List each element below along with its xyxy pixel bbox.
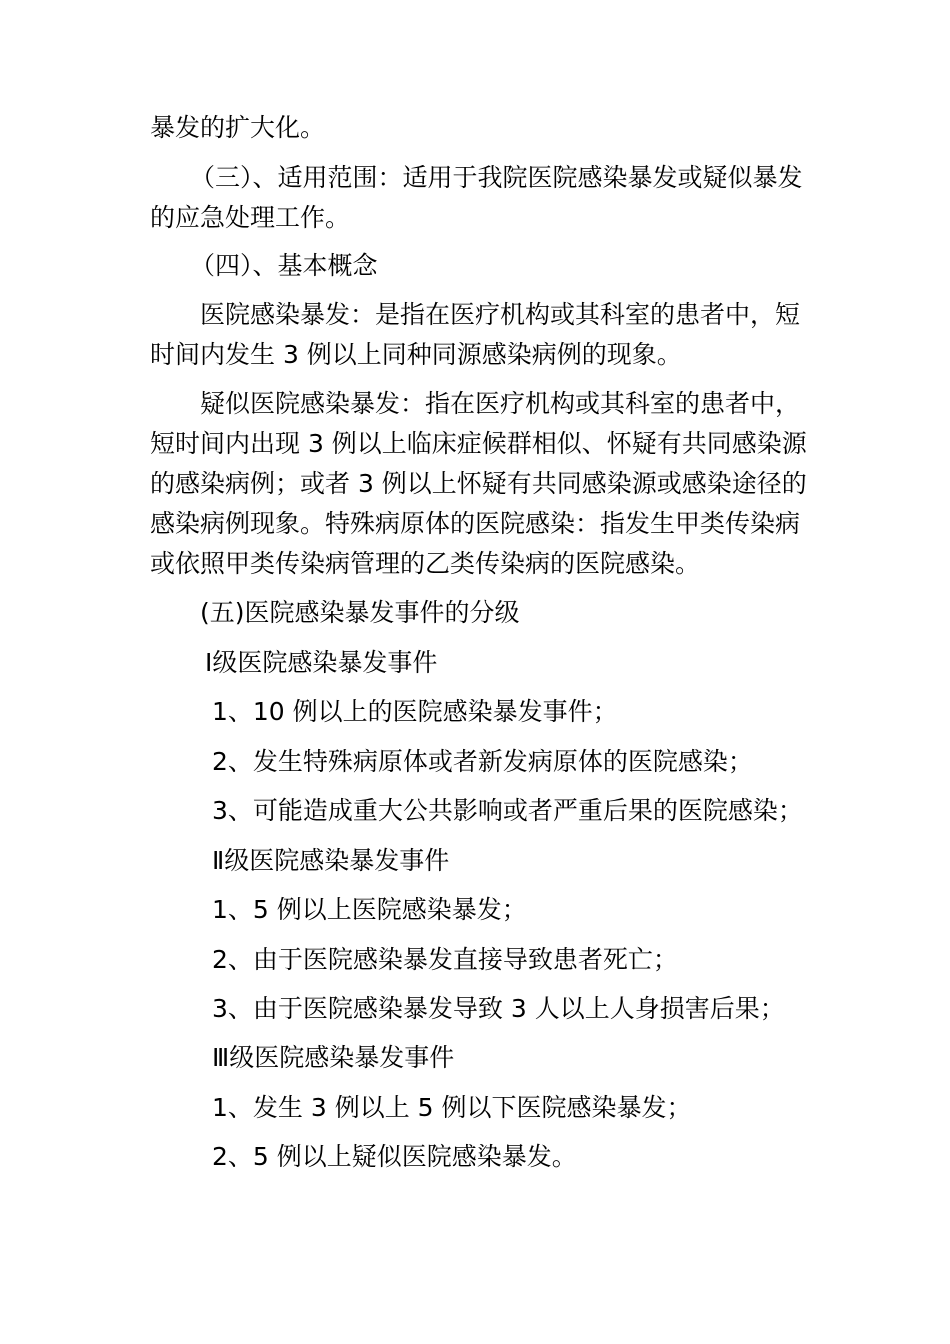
text-line: Ⅱ级医院感染暴发事件	[212, 846, 450, 875]
text-line: Ⅲ级医院感染暴发事件	[212, 1043, 455, 1072]
paragraph-continuation	[150, 108, 830, 148]
list-item	[150, 742, 830, 782]
text-line: （四）、基本概念	[190, 251, 378, 280]
text-line: 1、发生 3 例以上 5 例以下医院感染暴发；	[212, 1093, 692, 1122]
text-line: 2、5 例以上疑似医院感染暴发。	[212, 1142, 577, 1171]
text-line: 的应急处理工作。	[150, 203, 351, 232]
text-line: 暴发的扩大化。	[150, 113, 326, 142]
list-item	[150, 1088, 830, 1128]
text-line: 时间内发生 3 例以上同种同源感染病例的现象。	[150, 340, 682, 369]
text-line: 医院感染暴发：是指在医疗机构或其科室的患者中，短	[200, 300, 801, 329]
level-heading-3	[150, 1038, 830, 1078]
text-line: 3、可能造成重大公共影响或者严重后果的医院感染；	[212, 796, 803, 825]
list-item	[150, 890, 830, 930]
text-line: Ⅰ级医院感染暴发事件	[205, 648, 438, 677]
list-item	[150, 791, 830, 831]
list-item	[150, 692, 830, 732]
text-line: 的感染病例；或者 3 例以上怀疑有共同感染源或感染途径的	[150, 469, 807, 498]
text-line: 感染病例现象。特殊病原体的医院感染：指发生甲类传染病	[150, 509, 801, 538]
text-line: 3、由于医院感染暴发导致 3 人以上人身损害后果；	[212, 994, 785, 1023]
list-item	[150, 1137, 830, 1177]
text-line: 1、10 例以上的医院感染暴发事件；	[212, 697, 618, 726]
text-line: 短时间内出现 3 例以上临床症候群相似、怀疑有共同感染源	[150, 429, 807, 458]
text-line: 1、5 例以上医院感染暴发；	[212, 895, 527, 924]
text-line: 2、发生特殊病原体或者新发病原体的医院感染；	[212, 747, 753, 776]
text-line: （三）、适用范围：适用于我院医院感染暴发或疑似暴发	[190, 163, 803, 192]
level-heading-1	[150, 643, 830, 683]
text-line: 疑似医院感染暴发：指在医疗机构或其科室的患者中，	[200, 389, 801, 418]
section-heading-grading	[150, 593, 830, 633]
section-heading-basic-concepts	[150, 246, 830, 286]
text-line: (五)医院感染暴发事件的分级	[200, 598, 520, 627]
paragraph-scope	[150, 158, 830, 238]
level-heading-2	[150, 841, 830, 881]
list-item	[150, 940, 830, 980]
list-item	[150, 989, 830, 1029]
text-line: 或依照甲类传染病管理的乙类传染病的医院感染。	[150, 549, 701, 578]
text-line: 2、由于医院感染暴发直接导致患者死亡；	[212, 945, 678, 974]
paragraph-outbreak-definition	[150, 295, 830, 375]
paragraph-suspected-outbreak-definition	[150, 384, 830, 584]
